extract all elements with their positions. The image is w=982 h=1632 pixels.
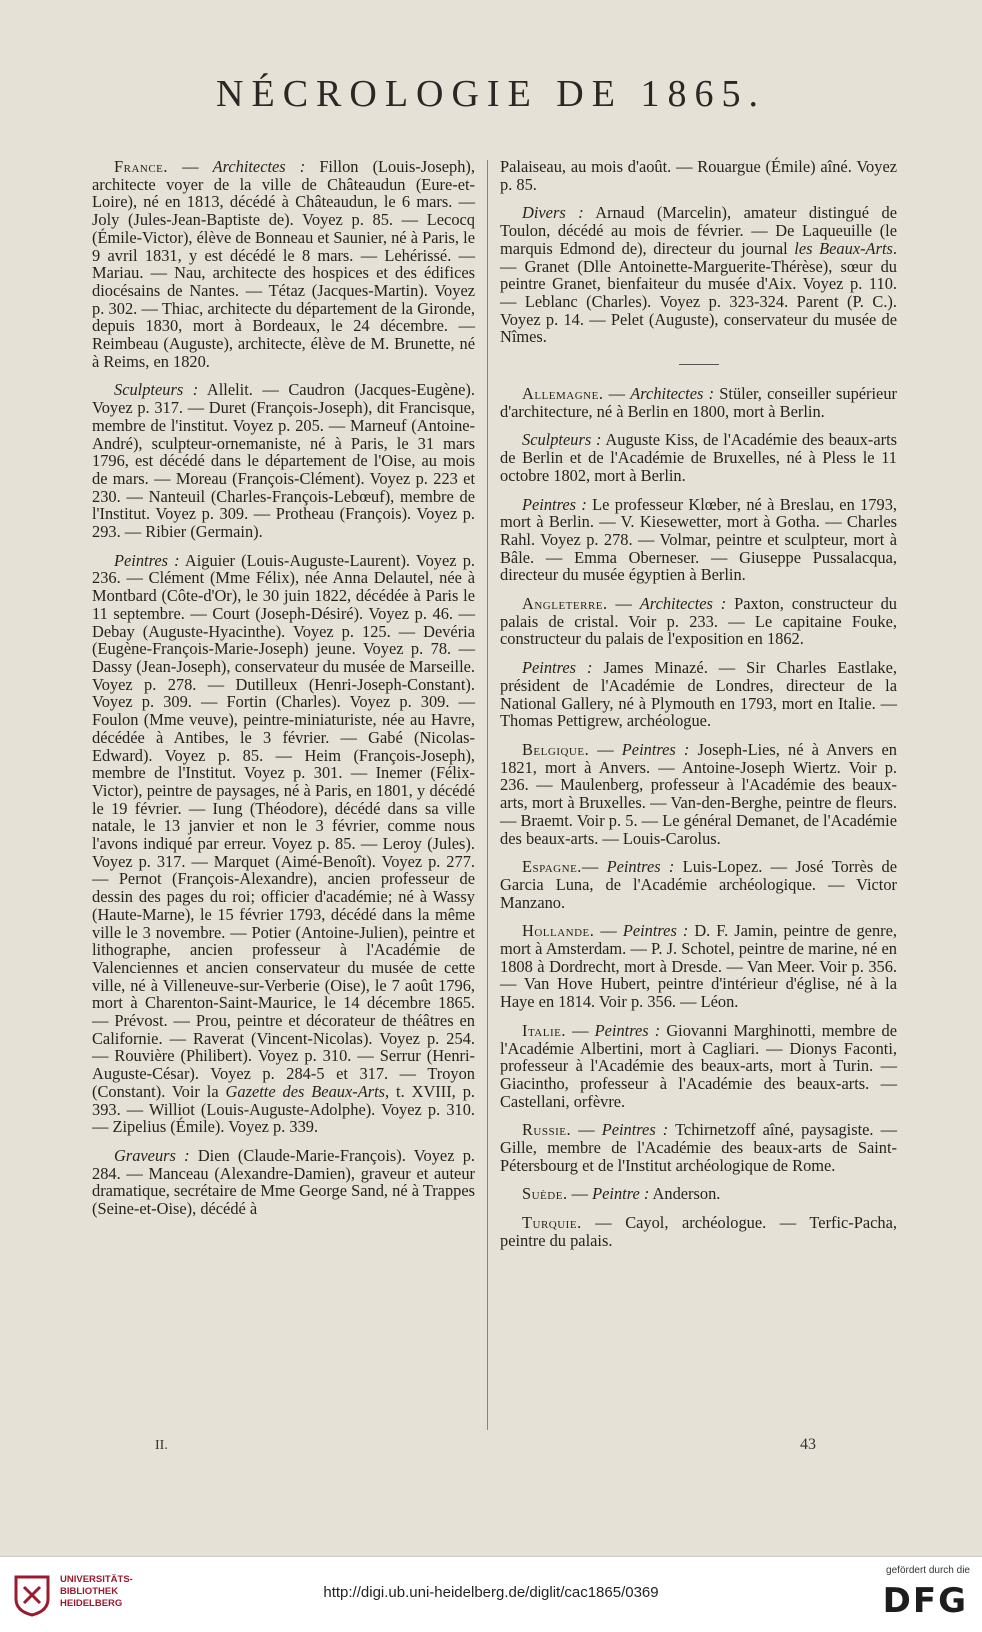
entry-text: Stüler, conseiller supérieur d'architecture, né à Berlin en 1800, mort à Berlin. — [500, 384, 897, 421]
category-label: Peintres : — [606, 857, 675, 877]
library-name-line: BIBLIOTHEK — [60, 1586, 119, 1597]
category-label: Sculpteurs : — [522, 430, 602, 450]
category-label: Sculpteurs : — [114, 380, 199, 400]
country-label: Espagne. — [522, 857, 582, 877]
entry-text: Fillon (Louis-Joseph), architecte voyer de la ville de Châteaudun (Eure-et-Loire), né en 1813, décédé à Châteaudun, le 6 mars. — Joly (Jules-Jean-Baptiste de). Voyez p. 85. — Lecocq (Émile-Victor), élève de Bonneau et Saunier, né à Paris, le 9 avril 1831, y est décédé le 8 mars. — Lehérissé. — Mariau. — Nau, architecte des hospices et des édifices diocésains de Nantes. — Tétaz (Jacques-Martin). Voyez p. 302. — Thiac, architecte du département de la Gironde, depuis 1830, mort à Bordeaux, le 24 décembre. — Reimbeau (Auguste), architecte, élève de M. Brunette, né à Reims, en 1820. — [92, 157, 475, 371]
entry-text: Giovanni Marghinotti, membre de l'Académie Albertini, mort à Cagliari. — Dionys Faconti, professeur à l'Académie des beaux-arts, mort à Turin. — Giacintho, professeur à l'Académie des beaux-arts. — Castellani, orfèvre. — [500, 1020, 898, 1111]
entry-text: Dien (Claude-Marie-François). Voyez p. 284. — Manceau (Alexandre-Damien), graveur et auteur dramatique, secrétaire de Mme George Sand, né à Trappes (Seine-et-Oise), décédé à — [92, 1145, 475, 1219]
dash: — — [581, 1213, 626, 1233]
gazette-title: Gazette des Beaux-Arts — [225, 1081, 386, 1101]
entry-angleterre — [500, 595, 897, 648]
category-label: Architectes : — [212, 157, 306, 176]
country-label: Angleterre. — [522, 594, 608, 614]
entry-france — [92, 158, 475, 370]
entry-text: Auguste Kiss, de l'Académie des beaux-arts de Berlin et de l'Académie de Bruxelles, né à Pless le 11 octobre 1802, mort à Berlin. — [500, 430, 897, 485]
entry-graveurs — [92, 1147, 475, 1218]
entry-sculpteurs — [92, 381, 475, 540]
entry-text: Aiguier (Louis-Auguste-Laurent). Voyez p. 236. — Clément (Mme Félix), née Anna Delautel, née à Montbard (Côte-d'Or), le 30 juin 1822, décédée à Paris le 11 septembre. — Court (Joseph-Désiré). Voyez p. 46. — Debay (Auguste-Hyacinthe). Voyez p. 125. — Devéria (Eugène-François-Marie-Joseph) jeune. Voyez p. 78. — Dassy (Jean-Joseph), conservateur du musée de Marseille. Voyez p. 278. — Dutilleux (Henri-Joseph-Constant). Voyez p. 309. — Fortin (Charles). Voyez p. 309. — Foulon (Mme veuve), peintre-miniaturiste, née au Havre, décédée à Antibes, le 3 février. — Gabé (Nicolas-Edward). Voyez p. 85. — Heim (François-Joseph), membre de l'Institut. Voyez p. 301. — Inemer (Félix-Victor), peintre de paysages, né à Paris, en 1801, y décédé le 19 février. — Iung (Théodore), décédé dans sa ville natale, le 13 janvier et non le 3 février, comme nous l'avons indiqué par erreur. Voyez p. 85. — Leroy (Jules). Voyez p. 317. — Marquet (Aimé-Benoît). Voyez p. 277. — Pernot (François-Alexandre), ancien professeur de dessin des pages du roi; officier d'académie; né à Wassy (Haute-Marne), le 15 février 1793, décédé dans la même ville le 3 novembre. — Potier (Antoine-Julien), peintre et lithographe, ancien professeur à l'Académie de Valenciennes et ancien conservateur du musée de cette ville, né à Villeneuve-sur-Verberie (Oise), le 7 août 1796, mort à Charenton-Saint-Maurice, le 14 décembre 1865. — Prévost. — Prou, peintre et décorateur de théâtres en Californie. — Raverat (Vincent-Nicolas). Voyez p. 254. — Rouvière (Philibert). Voyez p. 310. — Serrur (Henri-Auguste-César). Voyez p. 284-5 et 317. — Troyon (Constant). Voir la — [92, 550, 475, 1101]
signature-mark: II. — [155, 1438, 168, 1453]
country-label: Italie. — [522, 1020, 566, 1040]
dash: — — [581, 857, 607, 877]
viewer-footer-bar — [0, 1556, 982, 1632]
column-divider — [487, 160, 488, 1430]
entry-text: Arnaud (Marcelin), amateur distingué de Toulon, décédé au mois de février. — De Laqueuille (le marquis Edmond de), directeur du journal — [500, 203, 897, 258]
library-name-line: UNIVERSITÄTS- — [60, 1574, 133, 1585]
category-label: Peintres : — [114, 550, 180, 570]
entry-text: James Minazé. — Sir Charles Eastlake, président de l'Académie de Londres, directeur de la National Gallery, né à Plymouth en 1793, mort en Italie. — Thomas Pettigrew, archéologue. — [500, 658, 897, 731]
category-label: Architectes : — [639, 594, 727, 614]
country-label: Allemagne. — [522, 384, 604, 404]
left-column — [92, 158, 475, 1229]
category-label: Peintres : — [522, 658, 593, 678]
dash: — — [571, 1120, 602, 1140]
dash: — — [603, 384, 631, 404]
permalink-url[interactable]: http://digi.ub.uni-heidelberg.de/diglit/cac1865/0369 — [323, 1584, 659, 1601]
dash: — — [594, 921, 623, 941]
entry-text: Cayol, archéologue. — Terfic-Pacha, peintre du palais. — [500, 1213, 898, 1250]
entry-turquie — [500, 1214, 897, 1249]
entry-text: . — Granet (Dlle Antoinette-Marguerite-Thérèse), sœur du peintre Granet, bienfaiteur du musée d'Aix. Voyez p. 110. — Leblanc (Charles). Voyez p. 323-324. Parent (P. C.). Voyez p. 14. — Pelet (Auguste), conservateur du musée de Nîmes. — [500, 238, 897, 347]
country-label: Turquie. — [522, 1213, 582, 1233]
category-label: Peintres : — [621, 739, 690, 759]
funding-caption: gefördert durch die — [886, 1565, 970, 1576]
library-name-line: HEIDELBERG — [60, 1598, 123, 1609]
entry-text: Paxton, constructeur du palais de cristal. Voir p. 233. — Le capitaine Fouke, constructeur du palais de l'exposition en 1862. — [500, 594, 897, 649]
entry-text: Allelit. — Caudron (Jacques-Eugène). Voyez p. 317. — Duret (François-Joseph), dit Francisque, membre de l'institut. Voyez p. 205. — Marneuf (Antoine-André), sculpteur-ornemaniste, né à Paris, le 31 mars 1796, est décédé dans le département de l'Oise, au mois de mars. — Moreau (François-Clément). Voyez p. 223 et 230. — Nanteuil (Charles-François-Lebœuf), membre de l'Institut. Voyez p. 309. — Protheau (François). Voyez p. 293. — Ribier (Germain). — [92, 380, 475, 542]
entry-peintres — [92, 552, 475, 1136]
entry-allemagne — [500, 385, 897, 420]
entry-hollande — [500, 922, 897, 1011]
dfg-logo[interactable]: DFG — [882, 1581, 968, 1621]
category-label: Architectes : — [630, 384, 715, 404]
page-number: 43 — [800, 1436, 816, 1453]
entry-allemagne-peintres — [500, 496, 897, 585]
category-label: Graveurs : — [114, 1145, 190, 1165]
category-label: Peintres : — [522, 494, 587, 514]
dash: — — [565, 1020, 595, 1040]
entry-angleterre-peintres — [500, 659, 897, 730]
entry-text: D. F. Jamin, peintre de genre, mort à Amsterdam. — P. J. Schotel, peintre de marine, né en 1808 à Dordrecht, mort à Dresde. — Van Meer. Voir p. 356. — Van Hove Hubert, peintre d'intérieur d'église, né à la Haye en 1814. Voir p. 356. — Léon. — [500, 921, 897, 1012]
country-label: Suède. — [522, 1184, 568, 1204]
category-label: Divers : — [522, 203, 584, 223]
journal-title: les Beaux-Arts — [794, 238, 893, 258]
section-rule — [679, 364, 719, 365]
country-label: Hollande. — [522, 921, 595, 941]
entry-suede — [500, 1185, 897, 1203]
entry-russie — [500, 1121, 897, 1174]
entry-espagne — [500, 858, 897, 911]
entry-text: Anderson. — [649, 1184, 721, 1204]
country-label: Belgique. — [522, 739, 590, 759]
entry-belgique — [500, 741, 897, 847]
right-column — [500, 158, 897, 1261]
entry-italie — [500, 1022, 897, 1111]
entry-text: , t. XVIII, p. 393. — Williot (Louis-Auguste-Adolphe). Voyez p. 310. — Zipelius (Émile). Voyez p. 339. — [92, 1081, 475, 1137]
entry-text: Tchirnetzoff aîné, paysagiste. — Gille, membre de l'Académie des beaux-arts de Saint-Pétersbourg et de l'Institut archéologique de Rome. — [500, 1120, 897, 1175]
entry-divers — [500, 204, 897, 346]
category-label: Peintres : — [594, 1020, 661, 1040]
category-label: Peintre : — [592, 1184, 650, 1204]
entry-text: Le professeur Klœber, né à Breslau, en 1793, mort à Berlin. — V. Kiesewetter, mort à Gotha. — Charles Rahl. Voyez p. 278. — Volmar, peintre et sculpteur, mort à Bâle. — Emma Oberneser. — Giuseppe Pussalacqua, directeur du musée égyptien à Berlin. — [500, 494, 897, 585]
country-label: France. — [114, 157, 168, 176]
entry-text: Joseph-Lies, né à Anvers en 1821, mort à Anvers. — Antoine-Joseph Wiertz. Voir p. 236. — Maulenberg, professeur à l'Académie des beaux-arts, mort à Bruxelles. — Van-den-Berghe, peintre de fleurs. — Braemt. Voir p. 5. — Le général Demanet, de l'Académie des beaux-arts. — Louis-Carolus. — [500, 739, 897, 848]
category-label: Peintres : — [622, 921, 689, 941]
category-label: Peintres : — [601, 1120, 669, 1140]
dash: — — [607, 594, 640, 614]
entry-allemagne-sculpteurs — [500, 431, 897, 484]
page-title: NÉCROLOGIE DE 1865. — [216, 73, 766, 115]
dash: — — [567, 1184, 593, 1204]
dash: — — [168, 157, 213, 176]
entry-text: Luis-Lopez. — José Torrès de Garcia Luna, de l'Académie archéologique. — Victor Manzano. — [500, 857, 897, 912]
country-label: Russie. — [522, 1120, 572, 1140]
dash: — — [589, 739, 622, 759]
entry-continuation: Palaiseau, au mois d'août. — Rouargue (Émile) aîné. Voyez p. 85. — [500, 157, 897, 194]
